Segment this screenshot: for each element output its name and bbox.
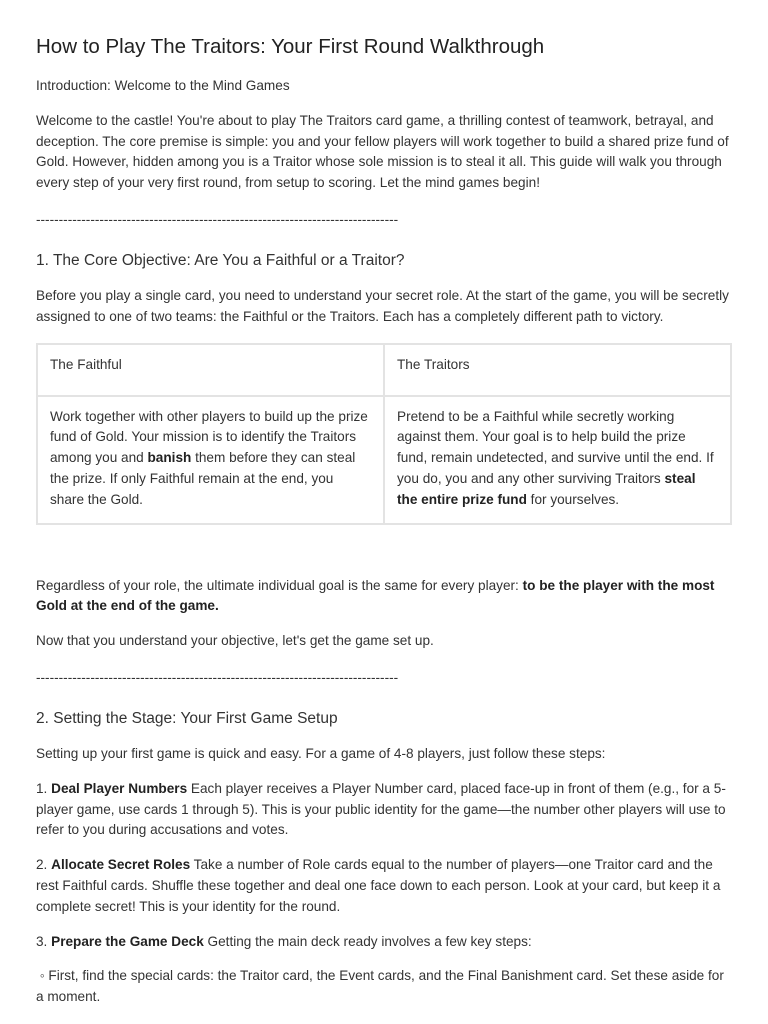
section-1-heading: 1. The Core Objective: Are You a Faithful or a Traitor? — [36, 251, 405, 269]
intro-paragraph: Welcome to the castle! You're about to play The Traitors card game, a thrilling contest of teamwork, betrayal, and deception. The core premise is simple: you and your fellow players will work together to build a shared prize fund of Gold. However, hidden among you is a Traitor whose sole mission is to steal it all. This guide will walk you through every step of your very first round, from setup to scoring. Let the mind games begin! — [36, 112, 729, 191]
intro-heading: Introduction: Welcome to the Mind Games — [36, 78, 290, 93]
section-divider: -------------------------------------------------------------------------------- — [36, 211, 399, 227]
section-1-intro: Before you play a single card, you need to understand your secret role. At the start of the game, you will be secretly assigned to one of two teams: the Faithful or the Traitors. Each has a completely different path to victory. — [36, 287, 729, 324]
section-divider: -------------------------------------------------------------------------------- — [36, 669, 399, 685]
goal-paragraph: Regardless of your role, the ultimate individual goal is the same for every player: to be the player with the most Gold at the end of the game. — [36, 577, 715, 614]
faithful-description: Work together with other players to build up the prize fund of Gold. Your mission is to identify the Traitors among you and banish them before they can steal the prize. If only Faithful remain at the end, you share the Gold. — [37, 396, 384, 524]
section-2-heading: 2. Setting the Stage: Your First Game Setup — [36, 709, 338, 727]
table-row — [37, 396, 731, 524]
table-header-row — [37, 344, 731, 396]
section-2-intro: Setting up your first game is quick and easy. For a game of 4-8 players, just follow these steps: — [36, 745, 606, 761]
bullet-icon: ◦ — [39, 968, 45, 984]
roles-table — [36, 343, 732, 525]
list-item: ◦ First, find the special cards: the Traitor card, the Event cards, and the Final Banishment card. Set these aside for a moment. — [36, 968, 724, 1005]
table-header-faithful: The Faithful — [37, 344, 384, 396]
table-header-traitors: The Traitors — [384, 344, 731, 396]
setup-step-1: 1. Deal Player Numbers Each player receives a Player Number card, placed face-up in front of them (e.g., for a 5-player game, use cards 1 through 5). This is your public identity for the game—the number other players will use to refer to you during accusations and votes. — [36, 780, 726, 838]
setup-transition: Now that you understand your objective, let's get the game set up. — [36, 633, 434, 649]
setup-step-2: 2. Allocate Secret Roles Take a number of Role cards equal to the number of players—one Traitor card and the rest Faithful cards. Shuffle these together and deal one face down to each person. Look at your card, but keep it a complete secret! This is your identity for the round. — [36, 857, 721, 914]
setup-step-3: 3. Prepare the Game Deck Getting the main deck ready involves a few key steps: — [36, 933, 532, 949]
page-title: How to Play The Traitors: Your First Round Walkthrough — [36, 35, 545, 58]
traitors-description: Pretend to be a Faithful while secretly working against them. Your goal is to help build the prize fund, remain undetected, and survive until the end. If you do, you and any other surviving Traitors steal the entire prize fund for yourselves. — [384, 396, 731, 524]
